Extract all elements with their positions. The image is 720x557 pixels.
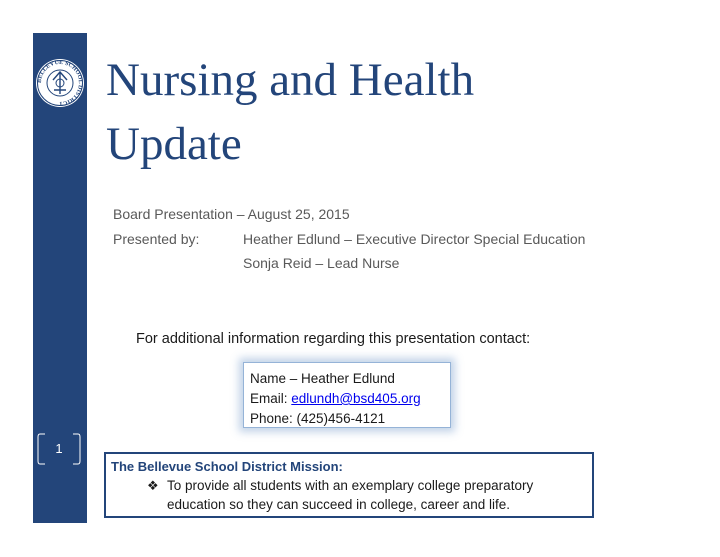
diamond-bullet-icon: ❖	[147, 478, 159, 493]
mission-title: The Bellevue School District Mission:	[111, 459, 343, 474]
contact-email-row	[250, 389, 450, 409]
mission-box	[104, 452, 594, 518]
contact-phone: Phone: (425)456-4121	[250, 411, 386, 426]
mission-line-2: education so they can succeed in college, career and life.	[167, 497, 510, 512]
title-line-2: Update	[106, 118, 242, 170]
page-number: 1	[55, 441, 63, 456]
presented-by-row	[113, 231, 585, 247]
contact-box	[243, 362, 451, 428]
email-label: Email:	[250, 391, 288, 406]
slide-title	[106, 48, 666, 176]
mission-statement	[111, 476, 592, 514]
district-seal-icon	[35, 58, 85, 108]
title-line-1: Nursing and Health	[106, 54, 475, 106]
presented-by-label: Presented by:	[113, 231, 200, 247]
seal-text: BELLEVUE SCHOOL DISTRICT	[36, 59, 84, 107]
board-presentation-line: Board Presentation – August 25, 2015	[113, 206, 350, 222]
contact-lead-text: For additional information regarding this presentation contact:	[136, 331, 531, 347]
mission-line-1: To provide all students with an exemplary college preparatory	[167, 478, 534, 493]
presenter-1: Heather Edlund – Executive Director Special Education	[243, 231, 586, 247]
email-link[interactable]: edlundh@bsd405.org	[291, 391, 421, 406]
contact-name: Name – Heather Edlund	[250, 371, 395, 386]
presenter-2: Sonja Reid – Lead Nurse	[243, 255, 400, 271]
